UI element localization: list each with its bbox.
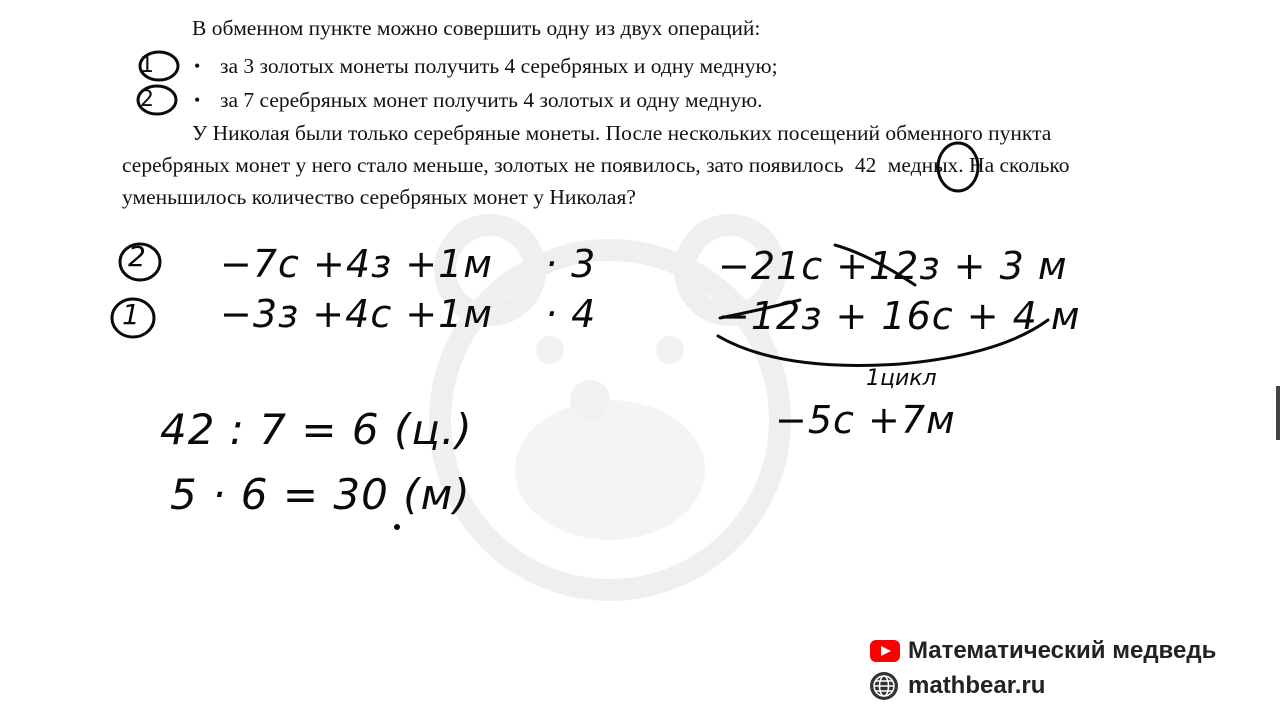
hand-label-1: 1 bbox=[122, 298, 141, 331]
brand-site[interactable] bbox=[870, 672, 1045, 700]
problem-intro: В обменном пункте можно совершить одну из двух операций: bbox=[192, 16, 761, 40]
option-marker-1: 1 bbox=[140, 53, 154, 78]
hand-equation-row-1: −3з +4с +1м bbox=[220, 292, 493, 336]
bullet-icon: • bbox=[194, 56, 201, 76]
hand-right-row-2: −12з + 16с + 4 м bbox=[718, 294, 1081, 338]
hand-cycle-label: 1цикл bbox=[866, 366, 937, 391]
option-1-text: за 3 золотых монеты получить 4 серебряных и одну медную; bbox=[220, 54, 778, 78]
paragraph-line-1: У Николая были только серебряные монеты. После нескольких посещений обменного пункта bbox=[192, 121, 1052, 145]
copper-count-circled: 42 bbox=[854, 153, 877, 177]
hand-calc-2: 5 · 6 = 30 (м) bbox=[170, 470, 471, 519]
globe-icon bbox=[870, 672, 898, 700]
paragraph-line-2a: серебряных монет у него стало меньше, золотых не появилось, зато появилось bbox=[122, 153, 844, 177]
hand-equation-row-2: −7с +4з +1м bbox=[220, 242, 493, 286]
hand-calc-1: 42 : 7 = 6 (ц.) bbox=[160, 405, 473, 454]
hand-right-row-1: −21с +12з + 3 м bbox=[718, 244, 1068, 288]
site-url: mathbear.ru bbox=[908, 672, 1046, 699]
option-2-text: за 7 серебряных монет получить 4 золотых и одну медную. bbox=[220, 88, 763, 112]
paragraph-line-3: уменьшилось количество серебряных монет у Николая? bbox=[122, 185, 636, 209]
hand-multiplier-3: · 3 bbox=[545, 242, 597, 286]
hand-multiplier-4: · 4 bbox=[545, 292, 597, 336]
bullet-icon: • bbox=[194, 90, 201, 110]
option-marker-2: 2 bbox=[140, 87, 154, 112]
hand-label-2: 2 bbox=[128, 240, 147, 273]
channel-name: Математический медведь bbox=[908, 637, 1217, 664]
brand-channel[interactable] bbox=[870, 637, 1216, 665]
edge-marker bbox=[1276, 386, 1280, 440]
youtube-icon bbox=[870, 640, 900, 662]
paragraph-line-2b: медных. На сколько bbox=[887, 153, 1070, 177]
hand-cycle-result: −5с +7м bbox=[775, 398, 956, 442]
